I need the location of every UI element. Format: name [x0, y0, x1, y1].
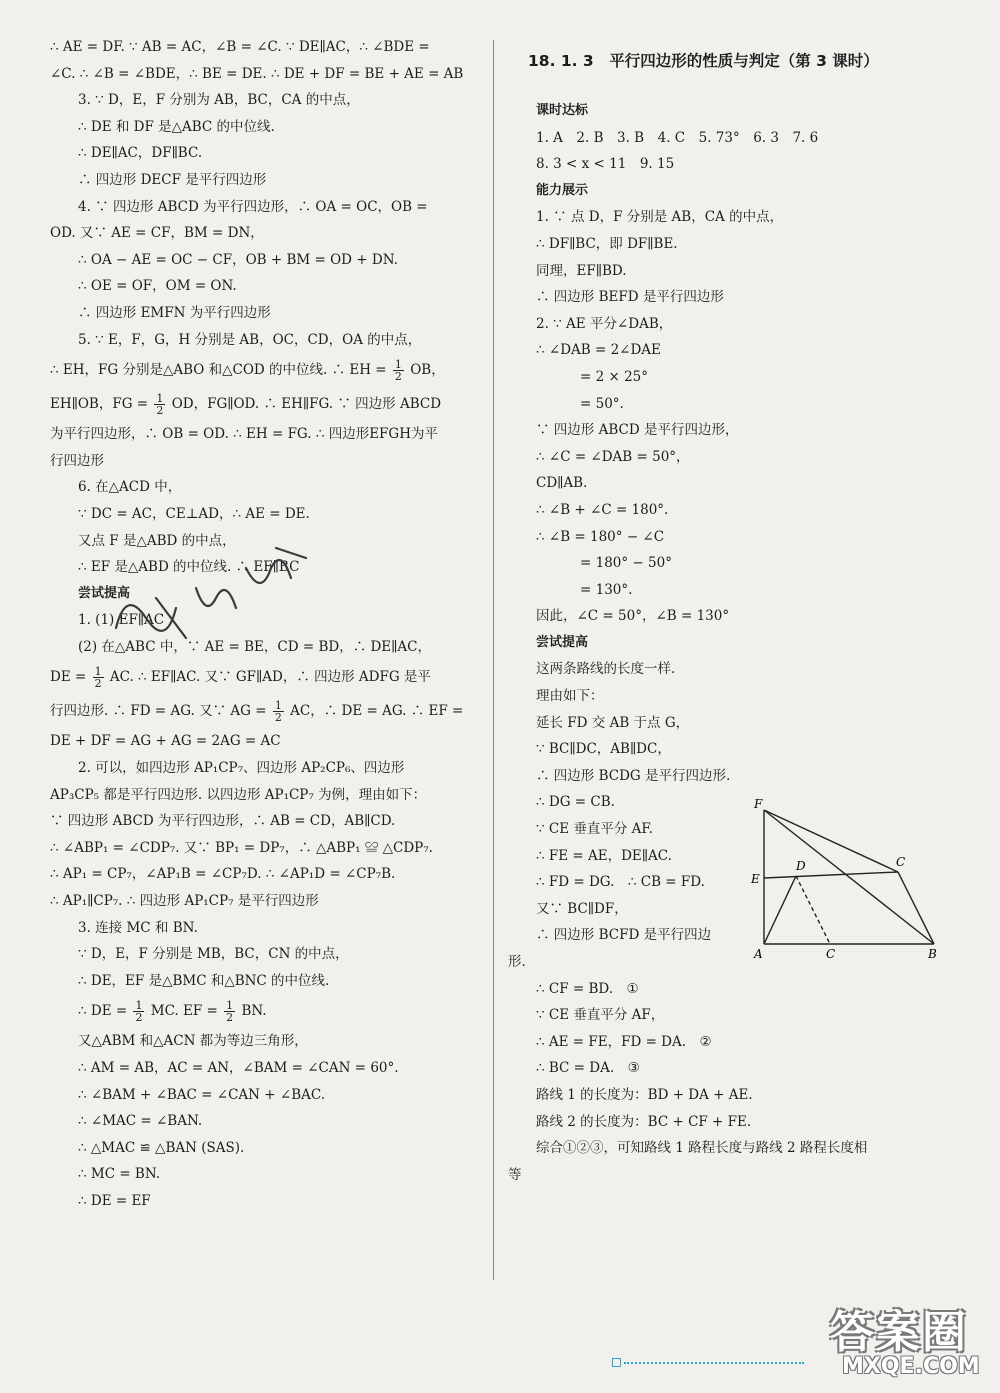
text-segment: ∴ DE = — [78, 1003, 128, 1020]
segment-AD — [764, 876, 796, 944]
fraction-denominator: 2 — [274, 711, 282, 725]
text-line: ∴ CF = BD. ① — [536, 980, 639, 997]
text-segment: AC，∴ DE = AG. ∴ EF = — [290, 703, 464, 720]
geometry-figure — [748, 796, 944, 962]
label-F: F — [754, 797, 763, 811]
text-line: 综合①②③，可知路线 1 路程长度与路线 2 路程长度相 — [536, 1140, 868, 1157]
text-line: ∴ AE = FE，FD = DA. ② — [536, 1033, 712, 1050]
text-line: 等 — [508, 1166, 522, 1183]
text-line: ∴ DE，EF 是△BMC 和△BNC 的中位线. — [78, 972, 330, 989]
text-line: ∴ DE = EF — [78, 1192, 151, 1209]
text-line: 形. — [508, 954, 526, 970]
right-column — [508, 34, 950, 1188]
section-heading: 能力展示 — [536, 182, 589, 198]
text-line: 3. ∵ D，E，F 分别为 AB，BC，CA 的中点， — [78, 92, 360, 109]
text-line: 6. 在△ACD 中， — [78, 479, 182, 496]
text-line: ∠C. ∴ ∠B = ∠BDE，∴ BE = DE. ∴ DE + DF = BE + AE = AB — [50, 65, 464, 82]
fraction-denominator: 2 — [226, 1011, 234, 1025]
fraction — [93, 666, 104, 689]
text-line: ∴ AM = AB，AC = AN，∠BAM = ∠CAN = 60°. — [78, 1060, 399, 1076]
segment-EC — [764, 872, 898, 878]
text-line: ∴ AP₁ = CP₇，∠AP₁B = ∠CP₇D. ∴ ∠AP₁D = ∠CP₇B. — [50, 866, 396, 883]
text-line: 路线 2 的长度为：BC + CF + FE. — [536, 1113, 752, 1130]
text-line: = 2 × 25° — [580, 368, 649, 385]
label-E: E — [751, 872, 760, 886]
text-line — [50, 994, 482, 1028]
text-line: ∴ 四边形 BCDG 是平行四边形. — [536, 767, 731, 784]
lesson-title: 18. 1. 3 平行四边形的性质与判定（第 3 课时） — [528, 52, 879, 70]
text-line: 为平行四边形，∴ OB = OD. ∴ EH = FG. ∴ 四边形EFGH为平 — [50, 426, 438, 443]
watermark-url: MXQE.COM — [842, 1354, 980, 1379]
section-heading: 尝试提高 — [536, 634, 589, 650]
fraction-numerator: 1 — [226, 999, 234, 1013]
text-line: 1. (1) EF∥AC — [78, 612, 165, 629]
text-segment: OB， — [410, 362, 445, 379]
text-line: ∴ AP₁∥CP₇. ∴ 四边形 AP₁CP₇ 是平行四边形 — [50, 893, 319, 910]
text-line: 行四边形 — [50, 452, 104, 469]
text-line: CD∥AB. — [536, 475, 588, 492]
section-heading: 尝试提高 — [78, 585, 131, 601]
text-line: ∵ 四边形 ABCD 是平行四边形， — [536, 422, 739, 439]
label-B: B — [928, 947, 937, 961]
text-line: 4. ∵ 四边形 ABCD 为平行四边形，∴ OA = OC，OB = — [78, 198, 428, 215]
fraction-numerator: 1 — [94, 665, 102, 679]
text-line: ∴ 四边形 EMFN 为平行四边形 — [78, 304, 271, 321]
fraction-numerator: 1 — [135, 999, 143, 1013]
text-line: ∴ AE = DF. ∵ AB = AC，∠B = ∠C. ∵ DE∥AC，∴ ∠BDE = — [50, 39, 430, 55]
text-line: 1. ∵ 点 D，F 分别是 AB，CA 的中点， — [536, 209, 784, 226]
text-line: 又点 F 是△ABD 的中点， — [78, 532, 236, 549]
text-segment: BN. — [241, 1003, 267, 1020]
text-line: = 130°. — [580, 581, 633, 598]
text-line: 2. 可以，如四边形 AP₁CP₇、四边形 AP₂CP₆、四边形 — [78, 760, 405, 777]
text-line: ∴ EF 是△ABD 的中位线. ∴ EF∥BC — [78, 559, 300, 576]
text-line: 路线 1 的长度为：BD + DA + AE. — [536, 1086, 753, 1103]
text-line: ∴ DF∥BC，即 DF∥BE. — [536, 235, 678, 252]
text-line: ∴ ∠C = ∠DAB = 50°， — [536, 448, 690, 465]
text-line: ∴ ∠BAM + ∠BAC = ∠CAN + ∠BAC. — [78, 1086, 326, 1103]
footer-decoration — [612, 1358, 822, 1366]
fraction — [133, 1000, 144, 1023]
text-line: 5. ∵ E，F，G，H 分别是 AB，OC，CD，OA 的中点， — [78, 331, 422, 348]
text-line: 8. 3 < x < 11 9. 15 — [536, 156, 675, 173]
column-divider — [493, 40, 494, 1280]
text-line: ∴ DG = CB. — [536, 794, 615, 811]
text-line: ∴ △MAC ≌ △BAN (SAS). — [78, 1139, 245, 1156]
fraction-denominator: 2 — [94, 677, 102, 691]
text-line: 1. A 2. B 3. B 4. C 5. 73° 6. 3 7. 6 — [536, 129, 819, 146]
text-line: = 50°. — [580, 395, 624, 412]
label-C: C — [896, 855, 906, 869]
text-line: 这两条路线的长度一样. — [536, 661, 676, 678]
text-line — [50, 694, 482, 728]
text-line: 3. 连接 MC 和 BN. — [78, 919, 198, 936]
watermark-logo — [822, 1296, 992, 1386]
watermark-text: 答案圈 — [830, 1307, 968, 1358]
fraction-denominator: 2 — [156, 404, 164, 418]
fraction-numerator: 1 — [274, 699, 282, 713]
text-line: ∴ ∠B = 180° − ∠C — [536, 528, 665, 545]
text-line: ∴ 四边形 DECF 是平行四边形 — [78, 171, 267, 188]
text-line: ∴ ∠ABP₁ = ∠CDP₇. 又∵ BP₁ = DP₇，∴ △ABP₁ ≌ △CDP₇. — [50, 839, 433, 856]
text-line: ∴ BC = DA. ③ — [536, 1060, 640, 1077]
text-line: ∴ DE∥AC，DF∥BC. — [78, 145, 203, 162]
section-heading: 课时达标 — [536, 103, 589, 118]
text-line: (2) 在△ABC 中，∵ AE = BE，CD = BD，∴ DE∥AC， — [78, 638, 431, 655]
label-G: C — [826, 947, 836, 961]
text-line: DE + DF = AG + AG = 2AG = AC — [50, 733, 281, 750]
left-column — [50, 34, 482, 1215]
fraction-denominator: 2 — [135, 1011, 143, 1025]
text-line: 又∵ BC∥DF， — [536, 900, 628, 917]
text-line: ∵ D，E，F 分别是 MB，BC，CN 的中点， — [78, 946, 349, 963]
fraction-numerator: 1 — [394, 358, 402, 372]
text-line: 因此，∠C = 50°，∠B = 130° — [536, 608, 730, 625]
text-line: 同理，EF∥BD. — [536, 262, 627, 279]
text-line: ∴ OE = OF，OM = ON. — [78, 278, 237, 295]
text-line: ∴ FD = DG. ∴ CB = FD. — [536, 874, 705, 891]
text-segment: AC. ∴ EF∥AC. 又∵ GF∥AD，∴ 四边形 ADFG 是平 — [109, 669, 431, 686]
text-segment: EH∥OB，FG = — [50, 396, 149, 413]
text-line: ∵ CE 垂直平分 AF. — [536, 821, 653, 838]
text-line: ∴ ∠DAB = 2∠DAE — [536, 342, 661, 359]
text-line: ∴ 四边形 BEFD 是平行四边形 — [536, 289, 724, 306]
text-segment: DE = — [50, 669, 87, 686]
segment-DG — [796, 876, 830, 944]
text-line — [50, 387, 482, 421]
text-line: = 180° − 50° — [580, 555, 672, 572]
fraction-denominator: 2 — [394, 370, 402, 384]
text-line: 延长 FD 交 AB 于点 G， — [536, 714, 690, 731]
text-line: ∵ 四边形 ABCD 为平行四边形，∴ AB = CD，AB∥CD. — [50, 813, 396, 830]
text-line: ∴ ∠MAC = ∠BAN. — [78, 1113, 203, 1130]
text-line: ∴ FE = AE，DE∥AC. — [536, 847, 672, 864]
text-line — [50, 353, 482, 387]
footer-dotted-line — [624, 1362, 804, 1364]
text-line: ∴ MC = BN. — [78, 1166, 161, 1183]
fraction — [154, 393, 165, 416]
label-D: D — [796, 859, 806, 873]
fraction-numerator: 1 — [156, 392, 164, 406]
text-line: ∵ BC∥DC，AB∥DC， — [536, 741, 671, 758]
text-line: ∴ ∠B + ∠C = 180°. — [536, 501, 669, 518]
fraction — [393, 359, 404, 382]
fraction — [224, 1000, 235, 1023]
segment-CB — [898, 872, 934, 944]
text-line: 又△ABM 和△ACN 都为等边三角形， — [78, 1033, 308, 1050]
text-line: ∵ CE 垂直平分 AF， — [536, 1007, 665, 1024]
text-segment: 行四边形. ∴ FD = AG. 又∵ AG = — [50, 703, 267, 720]
text-line: ∴ OA − AE = OC − CF，OB + BM = OD + DN. — [78, 251, 398, 268]
text-line: ∵ DC = AC，CE⊥AD，∴ AE = DE. — [78, 505, 310, 522]
text-line — [50, 660, 482, 694]
text-segment: OD，FG∥OD. ∴ EH∥FG. ∵ 四边形 ABCD — [171, 396, 442, 413]
text-segment: ∴ EH，FG 分别是△ABO 和△COD 的中位线. ∴ EH = — [50, 362, 387, 379]
text-line: 2. ∵ AE 平分∠DAB， — [536, 315, 673, 332]
text-line: 理由如下： — [536, 688, 604, 705]
text-segment: MC. EF = — [150, 1003, 218, 1020]
text-line: ∴ DE 和 DF 是△ABC 的中位线. — [78, 118, 275, 135]
fraction — [273, 700, 284, 723]
text-line: AP₃CP₅ 都是平行四边形. 以四边形 AP₁CP₇ 为例，理由如下： — [50, 786, 427, 803]
text-line: ∴ 四边形 BCFD 是平行四边 — [536, 927, 712, 944]
footer-square — [612, 1358, 621, 1367]
text-line: OD. 又∵ AE = CF，BM = DN， — [50, 225, 264, 242]
label-A: A — [754, 947, 763, 961]
